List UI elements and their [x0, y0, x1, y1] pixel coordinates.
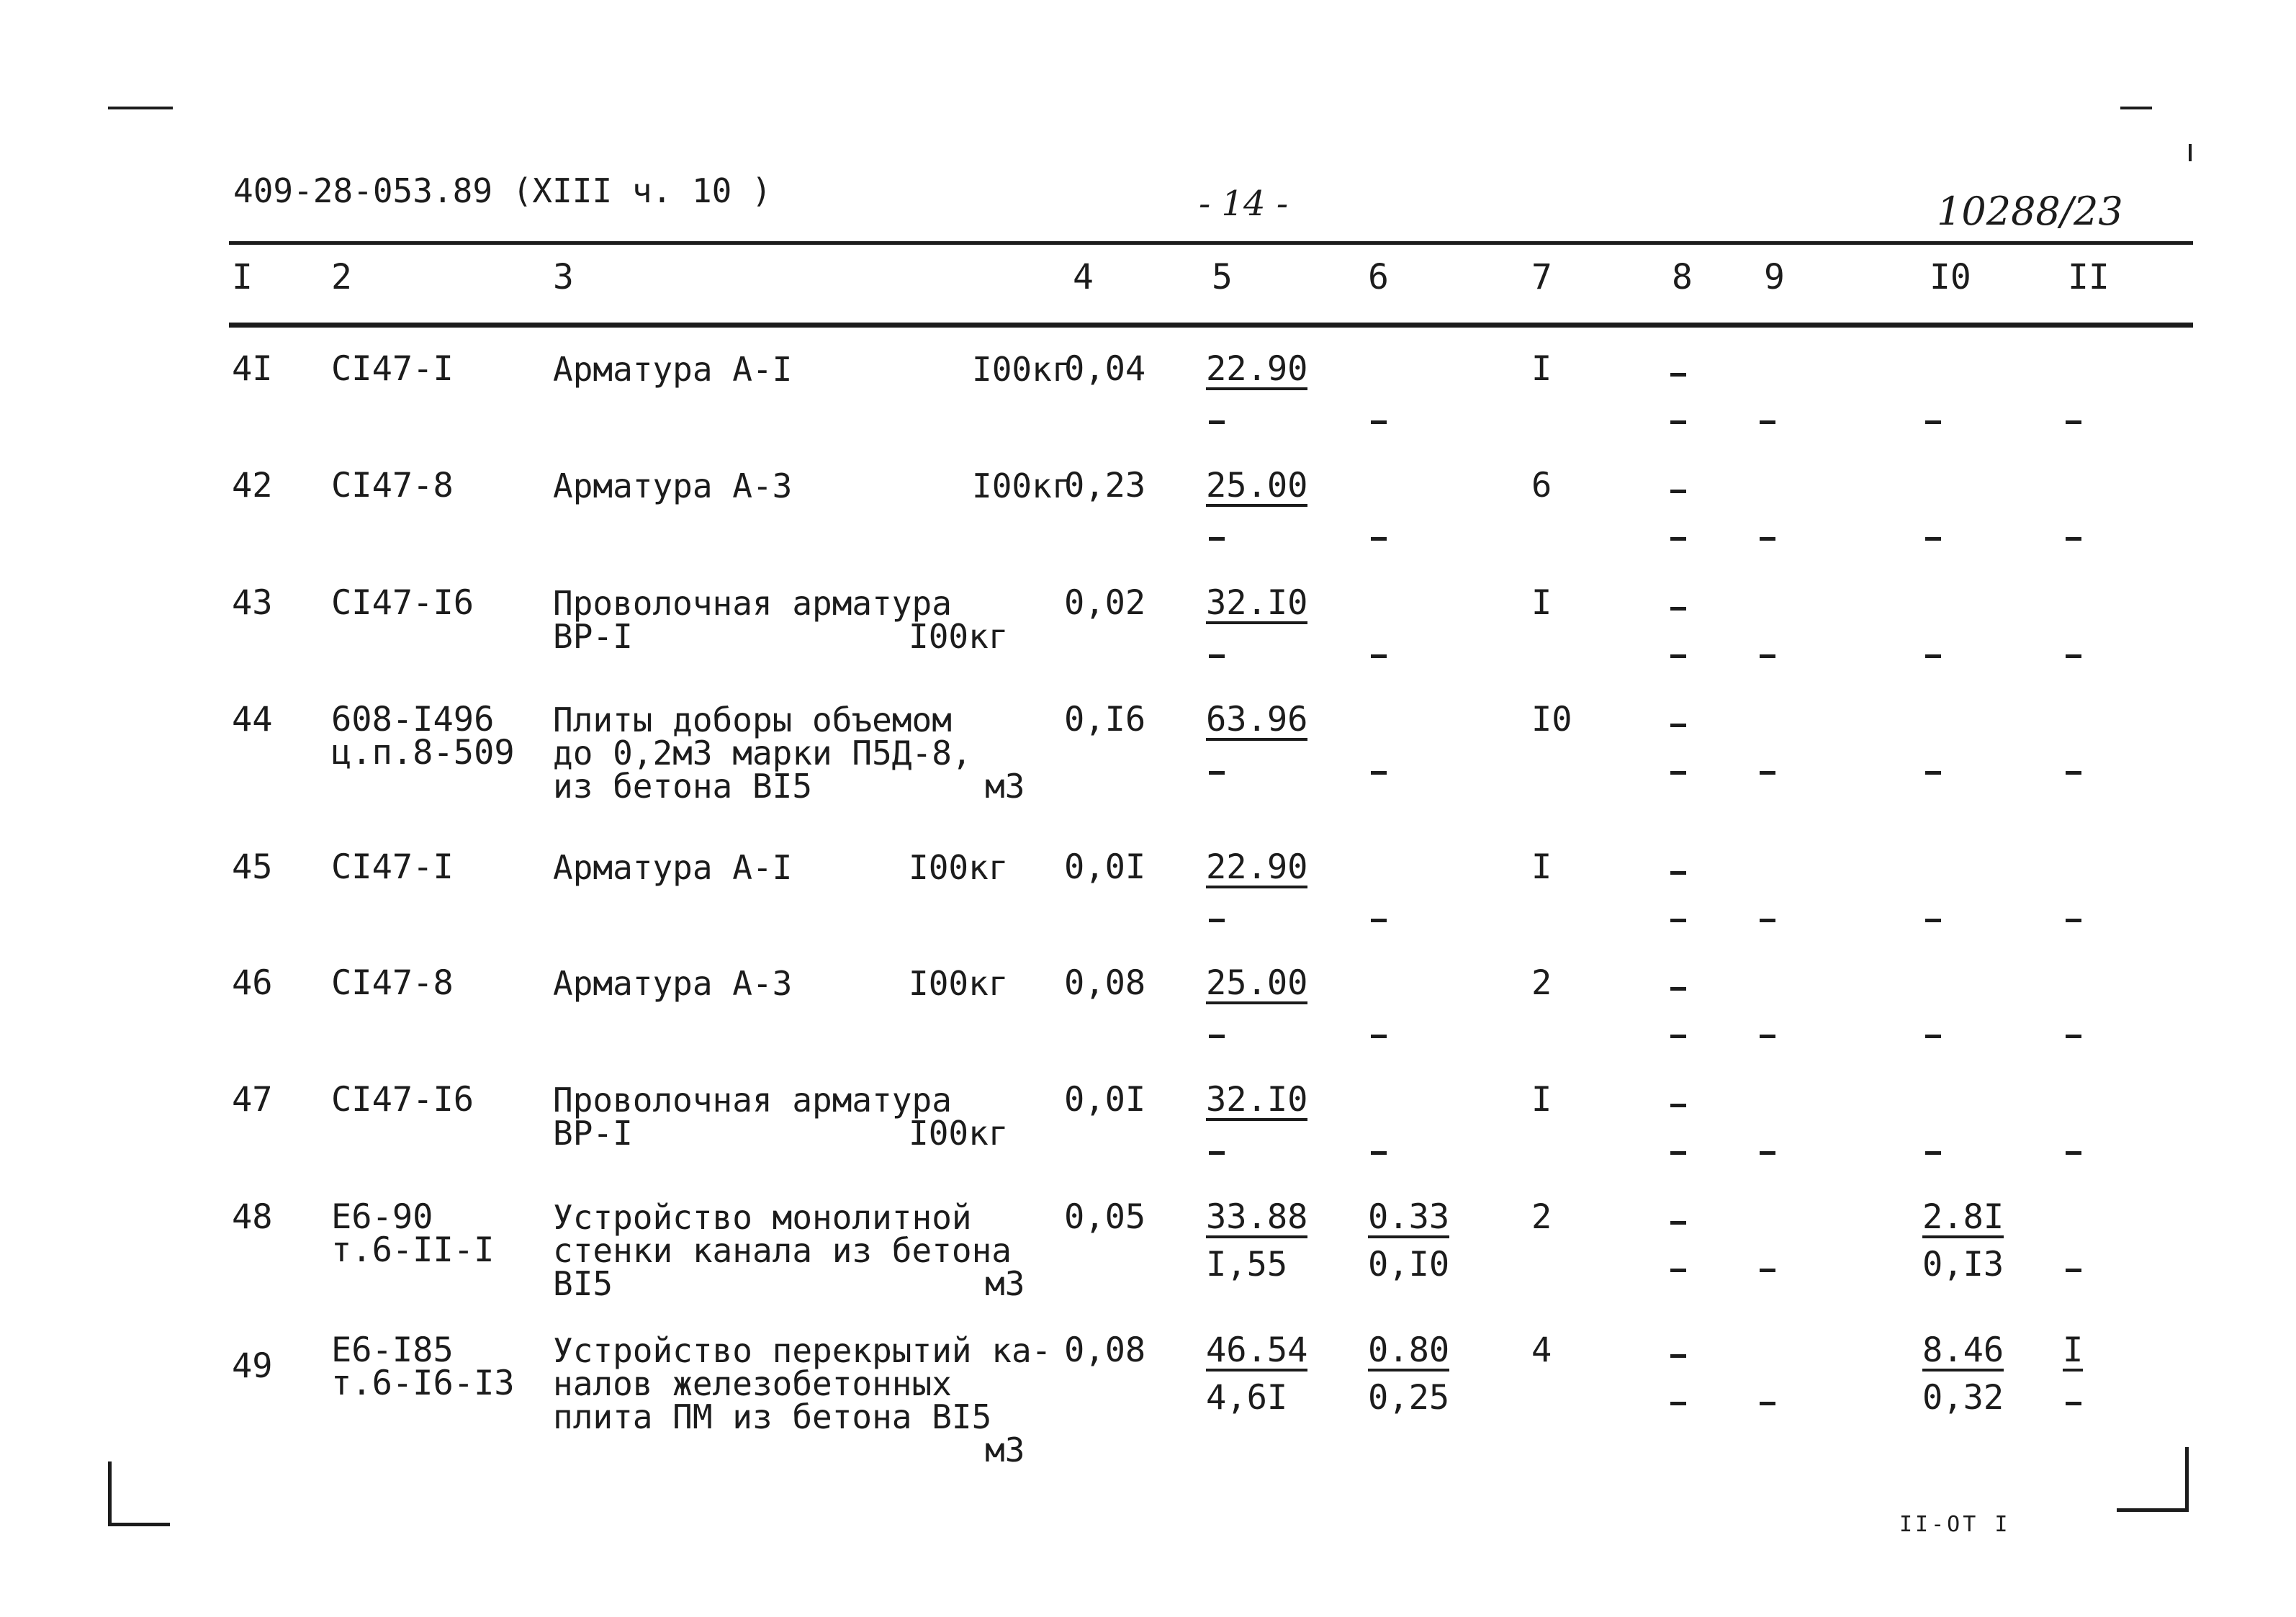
c6-top-dash	[1368, 851, 1454, 880]
col8-dash	[1670, 607, 1686, 611]
norm-code: CI47-I	[331, 847, 454, 887]
col7-value: 2	[1531, 963, 1552, 1003]
corner-mark-top-left	[108, 107, 173, 109]
row-number: 42	[232, 466, 273, 505]
c9-bottom-dash	[1760, 654, 1775, 658]
col7-value: 4	[1531, 1330, 1552, 1370]
quantity: 0,04	[1064, 349, 1146, 389]
c6-top-dash	[1368, 353, 1454, 382]
work-description: Арматура А-I	[553, 848, 793, 887]
c10-top-dash	[1922, 587, 1987, 616]
col7-value: 2	[1531, 1197, 1552, 1237]
c10-top-dash	[1922, 851, 1987, 880]
quantity: 0,05	[1064, 1197, 1146, 1237]
c10-bottom-dash	[1925, 1035, 1941, 1038]
work-description: Устройство монолитной	[553, 1198, 972, 1237]
col8-dash-lower	[1670, 919, 1686, 922]
c10-bottom-dash	[1925, 919, 1941, 922]
work-description: из бетона BI5	[553, 767, 813, 806]
corner-mark-bottom-right-h	[2117, 1508, 2189, 1512]
work-description: ВР-I	[553, 617, 633, 656]
c9-top-dash	[1757, 587, 1829, 616]
c10-bottom-value: 0,32	[1922, 1378, 2004, 1418]
col8-dash	[1670, 1104, 1686, 1107]
col-num-3: 3	[553, 257, 574, 297]
col8-dash	[1670, 1354, 1686, 1358]
norm-code: ц.п.8-509	[331, 733, 515, 773]
c11-top-dash	[2063, 1084, 2128, 1112]
c6-bottom-dash	[1371, 1151, 1387, 1155]
c6-bottom-dash	[1371, 654, 1387, 658]
c6-bottom-dash	[1371, 1035, 1387, 1038]
c9-bottom-dash	[1760, 771, 1775, 775]
row-number: 4I	[232, 349, 273, 389]
document-code: 409-28-053.89 (XIII ч. 10 )	[233, 171, 772, 210]
work-description: Проволочная арматура	[553, 1081, 952, 1120]
work-description: Арматура А-I	[553, 350, 793, 389]
c10-top-dash	[1922, 703, 1987, 732]
c6-bottom-value: 0,I0	[1368, 1245, 1450, 1284]
c11-bottom-dash	[2066, 420, 2081, 424]
c5-top-value: 46.54	[1206, 1330, 1308, 1370]
c9-top-dash	[1757, 851, 1829, 880]
work-description: Плиты доборы объемом	[553, 701, 952, 739]
c9-bottom-dash	[1760, 1151, 1775, 1155]
c10-bottom-dash	[1925, 1151, 1941, 1155]
c6-top-value: 0.33	[1368, 1197, 1450, 1237]
c6-bottom-value: 0,25	[1368, 1378, 1450, 1418]
c9-top-dash	[1757, 1201, 1829, 1230]
norm-code: CI47-I6	[331, 1080, 474, 1120]
norm-code: т.6-II-I	[331, 1230, 495, 1270]
norm-code: CI47-8	[331, 963, 454, 1003]
c10-top-dash	[1922, 353, 1987, 382]
c10-top-dash	[1922, 967, 1987, 996]
c5-top-value: 63.96	[1206, 700, 1308, 739]
row-number: 46	[232, 963, 273, 1003]
col8-dash	[1670, 724, 1686, 727]
col-num-8: 8	[1672, 257, 1693, 297]
c5-bottom-dash	[1209, 420, 1225, 424]
unit-of-measure: м3	[985, 1264, 1025, 1303]
c9-top-dash	[1757, 1334, 1829, 1363]
col-num-5: 5	[1212, 257, 1233, 297]
col8-dash	[1670, 490, 1686, 493]
work-description: BI5	[553, 1264, 613, 1303]
c11-bottom-dash	[2066, 537, 2081, 541]
col8-dash-lower	[1670, 1035, 1686, 1038]
c5-top-value: 32.I0	[1206, 1080, 1308, 1120]
c10-bottom-dash	[1925, 654, 1941, 658]
col-num-6: 6	[1368, 257, 1389, 297]
c11-top-dash	[2063, 967, 2128, 996]
page-number: - 14 -	[1199, 184, 1289, 224]
col8-dash-lower	[1670, 420, 1686, 424]
row-number: 48	[232, 1197, 273, 1237]
c10-bottom-dash	[1925, 771, 1941, 775]
c11-bottom-dash	[2066, 654, 2081, 658]
quantity: 0,0I	[1064, 1080, 1146, 1120]
corner-mark-bottom-left-v	[108, 1461, 112, 1526]
footer-stamp: II-OT I	[1899, 1512, 2011, 1537]
norm-code: 608-I496	[331, 700, 495, 739]
c6-top-dash	[1368, 967, 1454, 996]
col-num-1: I	[232, 257, 253, 297]
c9-bottom-dash	[1760, 1035, 1775, 1038]
sheet-code: 10288/23	[1937, 189, 2123, 234]
table-top-rule	[229, 241, 2193, 245]
work-description: Устройство перекрытий ка-	[553, 1331, 1052, 1370]
c6-bottom-dash	[1371, 919, 1387, 922]
row-number: 49	[232, 1346, 273, 1386]
c11-bottom-dash	[2066, 1151, 2081, 1155]
row-number: 45	[232, 847, 273, 887]
c5-top-value: 25.00	[1206, 466, 1308, 505]
work-description: Арматура А-3	[553, 467, 793, 505]
c5-bottom-dash	[1209, 1151, 1225, 1155]
unit-of-measure: I00кг	[909, 617, 1009, 656]
c9-bottom-dash	[1760, 919, 1775, 922]
c6-bottom-dash	[1371, 771, 1387, 775]
quantity: 0,0I	[1064, 847, 1146, 887]
col7-value: I	[1531, 1080, 1552, 1120]
unit-of-measure: I00кг	[909, 1114, 1009, 1153]
c9-top-dash	[1757, 469, 1829, 498]
c6-top-dash	[1368, 703, 1454, 732]
c10-top-value: 2.8I	[1922, 1197, 2004, 1237]
c11-top-dash	[2063, 587, 2128, 616]
quantity: 0,02	[1064, 583, 1146, 623]
c11-bottom-dash	[2066, 1402, 2081, 1405]
col7-value: 6	[1531, 466, 1552, 505]
col-num-2: 2	[331, 257, 352, 297]
c5-top-value: 32.I0	[1206, 583, 1308, 623]
quantity: 0,I6	[1064, 700, 1146, 739]
c9-bottom-dash	[1760, 1269, 1775, 1272]
quantity: 0,08	[1064, 1330, 1146, 1370]
work-description: до 0,2м3 марки П5Д-8,	[553, 734, 972, 773]
c10-bottom-dash	[1925, 420, 1941, 424]
c9-top-dash	[1757, 353, 1829, 382]
col8-dash	[1670, 871, 1686, 875]
quantity: 0,08	[1064, 963, 1146, 1003]
corner-mark-top-right	[2120, 107, 2152, 109]
row-number: 47	[232, 1080, 273, 1120]
c6-top-dash	[1368, 1084, 1454, 1112]
c10-bottom-value: 0,I3	[1922, 1245, 2004, 1284]
col8-dash-lower	[1670, 771, 1686, 775]
work-description: плита ПМ из бетона BI5	[553, 1397, 992, 1436]
c11-top-dash	[2063, 469, 2128, 498]
norm-code: т.6-I6-I3	[331, 1364, 515, 1403]
corner-mark-right-tick	[2189, 144, 2192, 161]
c5-top-value: 22.90	[1206, 349, 1308, 389]
c10-top-value: 8.46	[1922, 1330, 2004, 1370]
c6-bottom-dash	[1371, 537, 1387, 541]
unit-of-measure: I00кг	[972, 350, 1072, 389]
c10-top-dash	[1922, 469, 1987, 498]
c11-bottom-dash	[2066, 771, 2081, 775]
unit-of-measure: м3	[985, 767, 1025, 806]
c6-top-value: 0.80	[1368, 1330, 1450, 1370]
unit-of-measure: I00кг	[909, 848, 1009, 887]
col7-value: I0	[1531, 700, 1572, 739]
col7-value: I	[1531, 583, 1552, 623]
col-num-11: II	[2068, 257, 2110, 297]
norm-code: Е6-I85	[331, 1330, 454, 1370]
c9-bottom-dash	[1760, 537, 1775, 541]
norm-code: CI47-I6	[331, 583, 474, 623]
c5-bottom-dash	[1209, 771, 1225, 775]
work-description: Арматура А-3	[553, 964, 793, 1003]
quantity: 0,23	[1064, 466, 1146, 505]
work-description: Проволочная арматура	[553, 584, 952, 623]
table-header-rule	[229, 323, 2193, 328]
unit-of-measure: I00кг	[909, 964, 1009, 1003]
c9-top-dash	[1757, 1084, 1829, 1112]
c5-bottom-dash	[1209, 654, 1225, 658]
c5-bottom-dash	[1209, 919, 1225, 922]
c9-bottom-dash	[1760, 1402, 1775, 1405]
work-description: ВР-I	[553, 1114, 633, 1153]
c9-top-dash	[1757, 703, 1829, 732]
c11-bottom-dash	[2066, 919, 2081, 922]
col7-value: I	[1531, 349, 1552, 389]
c5-top-value: 25.00	[1206, 963, 1308, 1003]
col8-dash	[1670, 1221, 1686, 1225]
c5-top-value: 22.90	[1206, 847, 1308, 887]
c11-bottom-dash	[2066, 1035, 2081, 1038]
unit-of-measure: м3	[985, 1431, 1025, 1469]
c10-top-dash	[1922, 1084, 1987, 1112]
unit-of-measure: I00кг	[972, 467, 1072, 505]
work-description: стенки канала из бетона	[553, 1231, 1012, 1270]
c11-bottom-dash	[2066, 1269, 2081, 1272]
col-num-10: I0	[1930, 257, 1971, 297]
c6-top-dash	[1368, 587, 1454, 616]
c11-top-dash	[2063, 353, 2128, 382]
col8-dash-lower	[1670, 1402, 1686, 1405]
col-num-9: 9	[1764, 257, 1785, 297]
col-num-4: 4	[1073, 257, 1094, 297]
col8-dash-lower	[1670, 537, 1686, 541]
col8-dash	[1670, 987, 1686, 991]
c9-top-dash	[1757, 967, 1829, 996]
c11-top-dash	[2063, 851, 2128, 880]
col7-value: I	[1531, 847, 1552, 887]
norm-code: CI47-I	[331, 349, 454, 389]
c5-bottom-dash	[1209, 537, 1225, 541]
row-number: 44	[232, 700, 273, 739]
col-num-7: 7	[1531, 257, 1552, 297]
col8-dash-lower	[1670, 1151, 1686, 1155]
norm-code: Е6-90	[331, 1197, 433, 1237]
corner-mark-bottom-right-v	[2185, 1447, 2189, 1512]
c5-bottom-value: 4,6I	[1206, 1378, 1288, 1418]
c6-bottom-dash	[1371, 420, 1387, 424]
c5-bottom-dash	[1209, 1035, 1225, 1038]
c5-top-value: 33.88	[1206, 1197, 1308, 1237]
norm-code: CI47-8	[331, 466, 454, 505]
c5-bottom-value: I,55	[1206, 1245, 1288, 1284]
c11-top-dash	[2063, 1201, 2128, 1230]
col8-dash	[1670, 373, 1686, 377]
work-description: налов железобетонных	[553, 1364, 952, 1403]
col8-dash-lower	[1670, 1269, 1686, 1272]
c6-top-dash	[1368, 469, 1454, 498]
c10-bottom-dash	[1925, 537, 1941, 541]
c11-top-value: I	[2063, 1330, 2084, 1370]
col8-dash-lower	[1670, 654, 1686, 658]
row-number: 43	[232, 583, 273, 623]
c9-bottom-dash	[1760, 420, 1775, 424]
corner-mark-bottom-left-h	[108, 1523, 170, 1526]
c11-top-dash	[2063, 703, 2128, 732]
